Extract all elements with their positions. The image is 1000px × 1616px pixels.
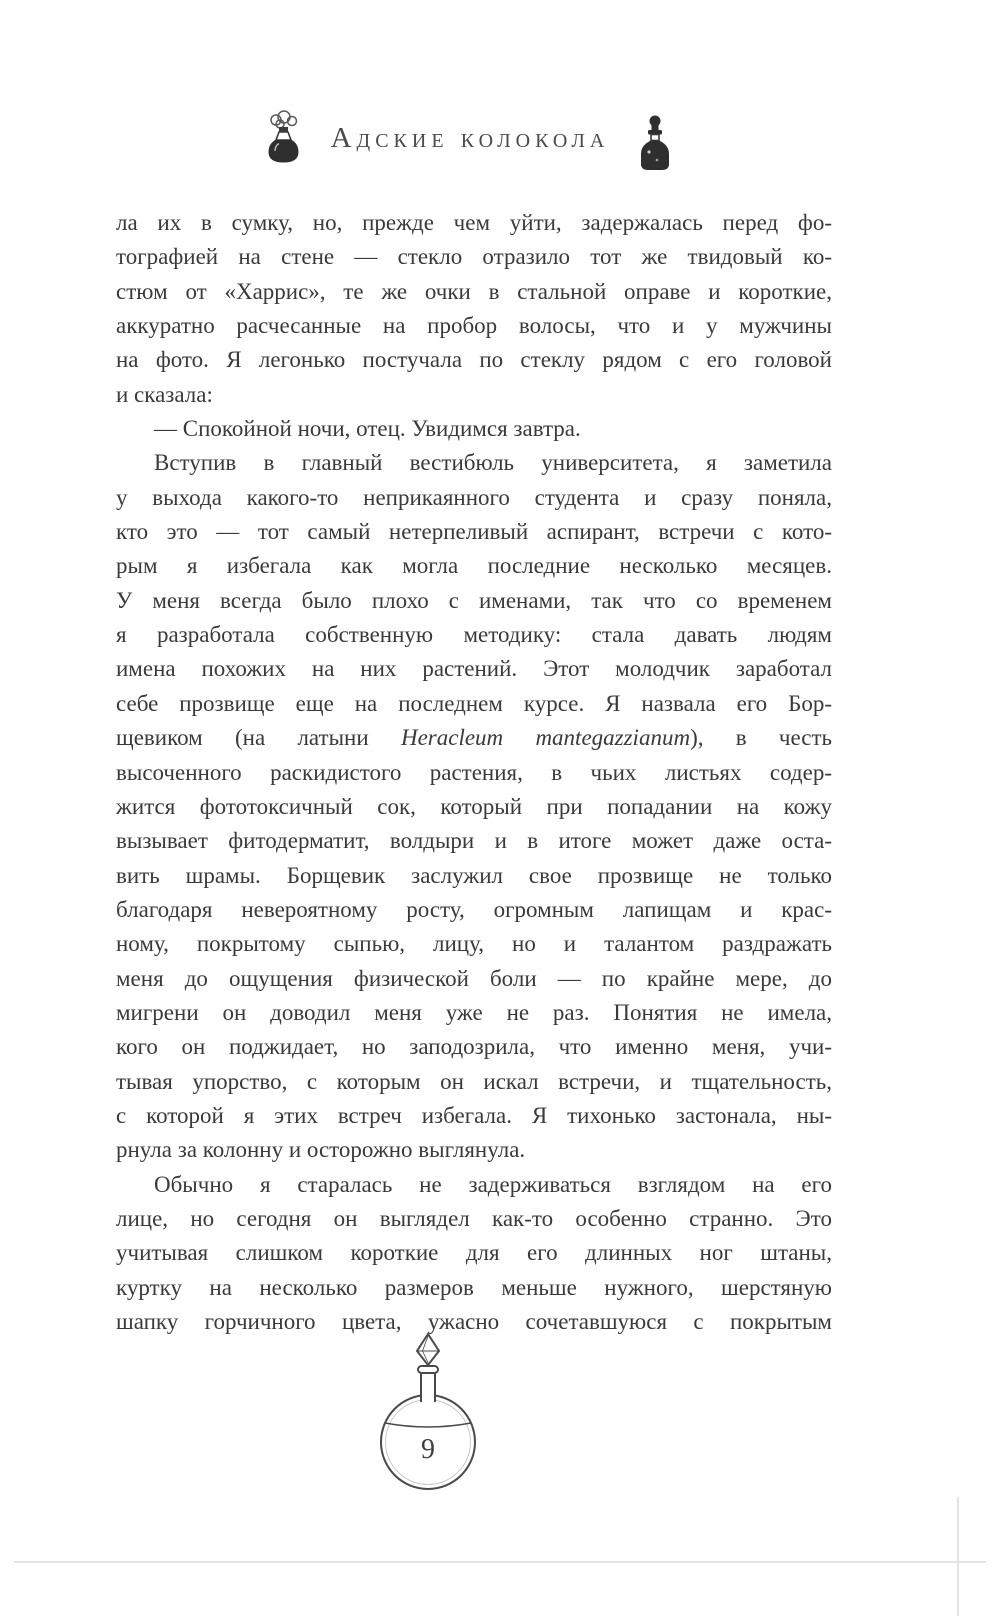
- text-line: вызывает фитодерматит, волдыри и в итоге может даже оста-: [116, 828, 832, 854]
- text-line: мигрени он доводил меня уже не раз. Понятия не имела,: [116, 999, 832, 1025]
- text-line: ному, покрытому сыпью, лицу, но и талантом раздражать: [116, 931, 832, 957]
- text-line: кого он поджидает, но заподозрила, что именно меня, учи-: [116, 1034, 832, 1060]
- latin-species-name: Heracleum mantegazzianum: [400, 725, 691, 751]
- text-line: У меня всегда было плохо с именами, так что со временем: [116, 587, 832, 613]
- text-block: [116, 206, 832, 1339]
- chapter-title: Адские колокола: [330, 121, 610, 154]
- text-line: меня до ощущения физической боли — по крайне мере, до: [116, 965, 832, 991]
- text-line: щевиком (на латыни Heracleum mantegazzianum), в честь: [116, 725, 833, 751]
- text-line: — Спокойной ночи, отец. Увидимся завтра.: [154, 416, 581, 442]
- text-line: куртку на несколько размеров меньше нужного, шерстяную: [116, 1274, 832, 1300]
- text-line: аккуратно расчесанные на пробор волосы, что и у мужчины: [116, 313, 832, 339]
- text-line: ла их в сумку, но, прежде чем уйти, задержалась перед фо-: [116, 210, 832, 235]
- text-line: тографией на стене — стекло отразило тот же твидовый ко-: [116, 244, 832, 270]
- smoking-potion-bottle-icon: [263, 110, 303, 171]
- scan-edge-bottom: [14, 1561, 986, 1563]
- text-line: рнула за колонну и осторожно выглянула.: [116, 1137, 526, 1163]
- chapter-header: [0, 104, 936, 176]
- text-line: учитывая слишком короткие для его длинных ног штаны,: [116, 1240, 832, 1266]
- round-flask-icon: [372, 1330, 484, 1494]
- text-line: Обычно я старалась не задерживаться взглядом на его: [154, 1171, 832, 1197]
- text-line: высоченного раскидистого растения, в чьих листьях содер-: [116, 759, 832, 785]
- text-line: вить шрамы. Борщевик заслужил свое прозвище не только: [116, 862, 832, 888]
- text-line: кто это — тот самый нетерпеливый аспирант, встречи с кото-: [116, 519, 832, 545]
- text-line: и сказала:: [116, 381, 213, 407]
- text-line: рым я избегала как могла последние несколько месяцев.: [116, 553, 832, 579]
- text-line: тывая упорство, с которым он искал встречи, и тщательность,: [116, 1068, 832, 1094]
- text-line: себе прозвище еще на последнем курсе. Я назвала его Бор-: [116, 690, 832, 716]
- text-line: жится фототоксичный сок, который при попадании на кожу: [116, 793, 832, 819]
- scan-edge-right: [957, 1497, 959, 1616]
- text-line: имена похожих на них растений. Этот молодчик заработал: [116, 656, 832, 682]
- page-number: 9: [421, 1434, 435, 1465]
- text-line: с которой я этих встреч избегала. Я тихонько застонала, ны-: [116, 1102, 832, 1128]
- text-line: я разработала собственную методику: стала давать людям: [116, 622, 832, 648]
- text-line: лице, но сегодня он выглядел как-то особенно странно. Это: [116, 1205, 832, 1231]
- text-line: шапку горчичного цвета, ужасно сочетавшуюся с покрытым: [116, 1309, 832, 1334]
- text-line: Вступив в главный вестибюль университета, я заметила: [154, 450, 832, 476]
- poison-bottle-icon: [637, 114, 673, 177]
- text-line: стюм от «Харрис», те же очки в стальной оправе и короткие,: [116, 278, 832, 304]
- text-line: на фото. Я легонько постучала по стеклу рядом с его головой: [116, 347, 832, 373]
- text-line: у выхода какого-то неприкаянного студента и сразу поняла,: [116, 484, 832, 510]
- text-line: благодаря невероятному росту, огромным лапищам и крас-: [116, 896, 832, 922]
